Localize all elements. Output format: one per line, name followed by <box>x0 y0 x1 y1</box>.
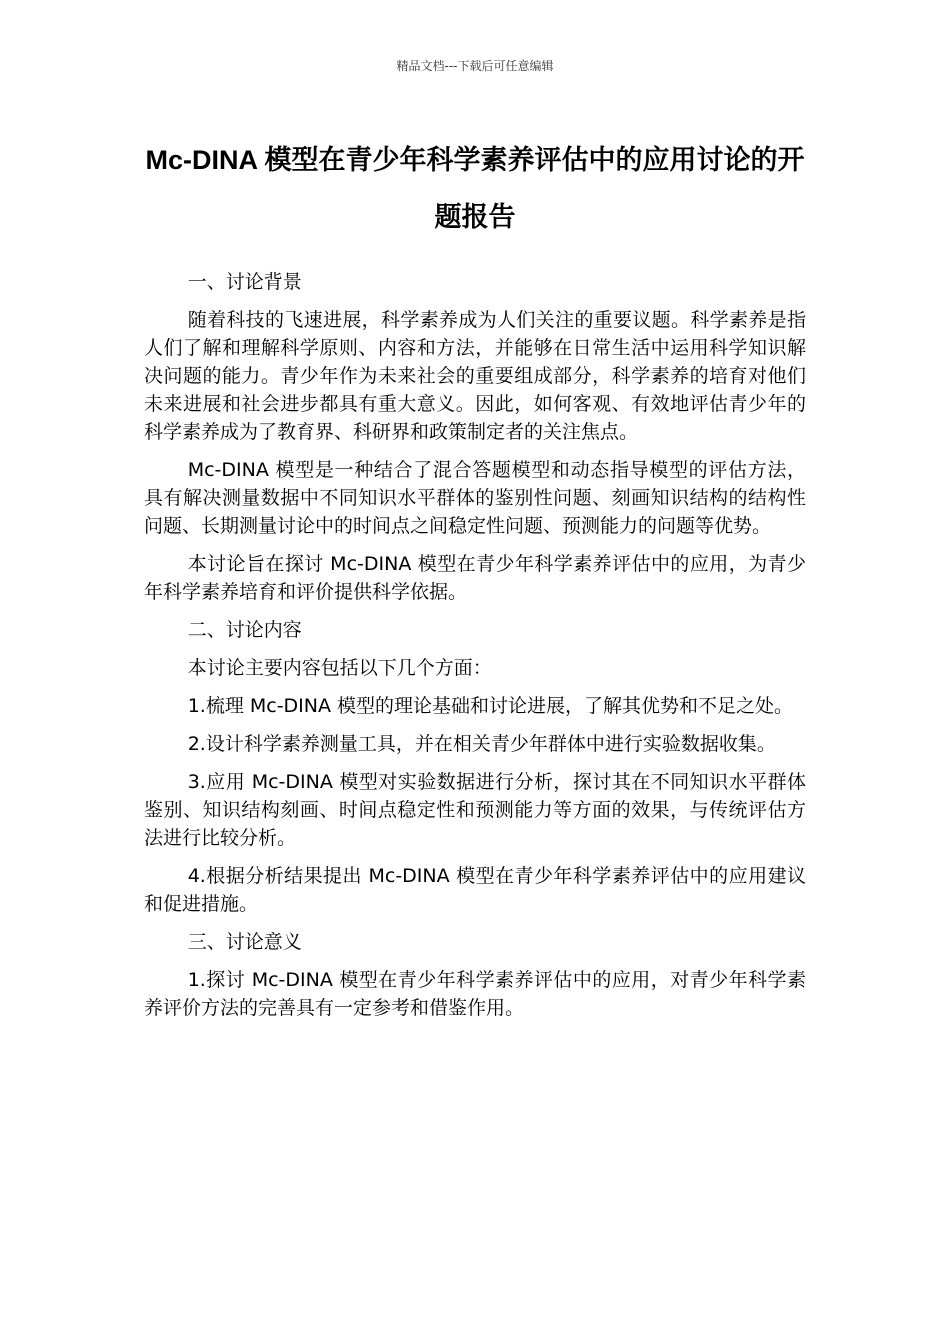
section-heading-significance: 三、讨论意义 <box>187 931 302 953</box>
paragraph-background-1: 随着科技的飞速进展，科学素养成为人们关注的重要议题。科学素养是指人们了解和理解科学原则、内容和方法，并能够在日常生活中运用科学知识解决问题的能力。青少年作为未来社会的重要组成部分，科学素养的培育对他们未来进展和社会进步都具有重大意义。因此，如何客观、有效地评估青少年的科学素养成为了教育界、科研界和政策制定者的关注焦点。 <box>144 309 806 443</box>
section-heading-content: 二、讨论内容 <box>187 619 302 641</box>
paragraph-background-2: Mc-DINA 模型是一种结合了混合答题模型和动态指导模型的评估方法，具有解决测量数据中不同知识水平群体的鉴别性问题、刻画知识结构的结构性问题、长期测量讨论中的时间点之间稳定性问题、预测能力的问题等优势。 <box>144 459 806 537</box>
paragraph-background-3: 本讨论旨在探讨 Mc-DINA 模型在青少年科学素养评估中的应用，为青少年科学素养培育和评价提供科学依据。 <box>144 553 806 603</box>
header-note: 精品文档---下载后可任意编辑 <box>396 59 554 73</box>
list-item-content-3: 3.应用 Mc-DINA 模型对实验数据进行分析，探讨其在不同知识水平群体鉴别、知识结构刻画、时间点稳定性和预测能力等方面的效果，与传统评估方法进行比较分析。 <box>144 771 806 849</box>
list-item-content-4: 4.根据分析结果提出 Mc-DINA 模型在青少年科学素养评估中的应用建议和促进措施。 <box>144 865 806 915</box>
list-item-significance-1: 1.探讨 Mc-DINA 模型在青少年科学素养评估中的应用，对青少年科学素养评价方法的完善具有一定参考和借鉴作用。 <box>144 969 806 1019</box>
list-item-content-2: 2.设计科学素养测量工具，并在相关青少年群体中进行实验数据收集。 <box>187 733 776 755</box>
section-heading-background: 一、讨论背景 <box>187 271 302 293</box>
page-title: Mc-DINA 模型在青少年科学素养评估中的应用讨论的开题报告 <box>145 145 805 232</box>
list-item-content-1: 1.梳理 Mc-DINA 模型的理论基础和讨论进展，了解其优势和不足之处。 <box>187 695 794 717</box>
document-body <box>144 268 806 1032</box>
paragraph-content-intro: 本讨论主要内容包括以下几个方面： <box>187 657 492 679</box>
